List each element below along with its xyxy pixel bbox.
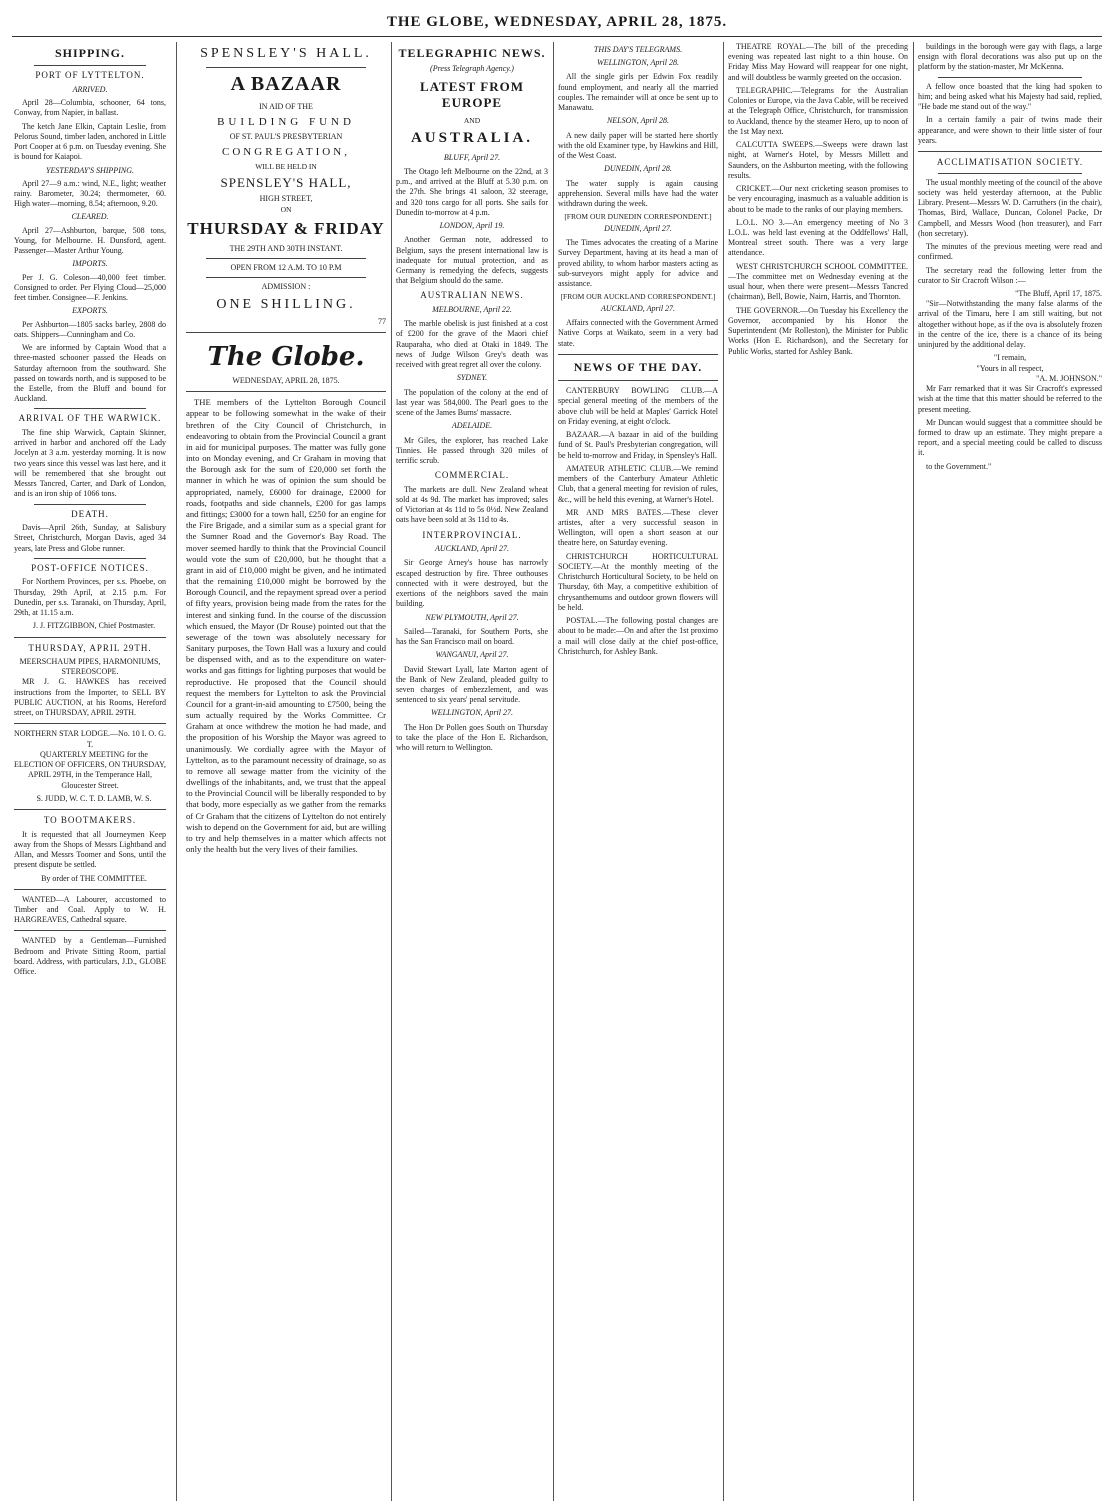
- lodge-sign: S. JUDD, W. C. T. D. LAMB, W. S.: [36, 793, 152, 803]
- warwick-text: The fine ship Warwick, Captain Skinner, arrived in harbor and anchored off the Lady Jocelyn at 3 a.m. yesterday morning. It is now two years since this vessel was last here, and it will be remembered that she brought out Messrs Tancred, Carter, and Dark of London, and is an iron ship of 1066 tons.: [14, 427, 166, 499]
- dateline-new-plymouth: NEW PLYMOUTH, April 27.: [425, 612, 519, 622]
- postmaster: J. J. FITZGIBBON, Chief Postmaster.: [32, 621, 156, 631]
- paper-title: The Globe.: [207, 341, 365, 372]
- latest-heading: LATEST FROM EUROPE: [419, 78, 525, 111]
- bazaar-heading: A BAZAAR: [230, 72, 342, 95]
- letter-sign-2: "Yours in all respect,: [976, 363, 1044, 373]
- athletic-text: AMATEUR ATHLETIC CLUB.—We remind members of the Canterbury Amateur Athletic Club, that a general meeting for revision of rules, &c., will be held this evening, at Warner's Hotel.: [558, 463, 718, 504]
- shipping-news: We are informed by Captain Wood that a three-masted schooner passed the Heads on Saturday afternoon from the southward. She passed on towards north, and is supposed to be the Estelle, from the Bluff and bound for Auckland.: [14, 343, 166, 404]
- imports-label: IMPORTS.: [72, 259, 108, 269]
- post-office-text: For Northern Provinces, per s.s. Phoebe, on Thursday, 29th April, at 2.15 p.m. For Dunedin, per s.s. Taranaki, on Thursday, April, 29th, at 11.15 a.m.: [14, 577, 166, 618]
- cleared-label: CLEARED.: [71, 212, 109, 222]
- lodge-title: NORTHERN STAR LODGE.—No. 10 I. O. G. T.: [14, 729, 166, 749]
- auction-items: MEERSCHAUM PIPES, HARMONIUMS, STEREOSCOPE.: [19, 657, 161, 677]
- wellington-today-text: All the single girls per Edwin Fox readily found employment, and nearly all the married couples. The remainder will at once be sent up to Manawatu.: [558, 72, 718, 113]
- nelson-text: A new daily paper will be started here shortly with the old Examiner type, by Hawkins and Hill, of the West Coast.: [558, 130, 718, 161]
- column-divider: [553, 42, 554, 1501]
- buildings-text: buildings in the borough were gay with flags, a large ensign with floral decorations was also put up on the platform by the station-master, Mr McKenna.: [918, 42, 1102, 72]
- telegraphic-notice: TELEGRAPHIC.—Telegrams for the Australian Colonies or Europe, via the Java Cable, will be received at the Telegraph Office, Christchurch, for transmission to Auckland, thence by the steamer Hero, up to noon of the 1st May next.: [728, 85, 908, 136]
- death-title: DEATH.: [71, 508, 109, 519]
- london-text: Another German note, addressed to Belgium, says the present international law is inadequate for mutual protection, and as Germany is remedying the defects, suggests that Belgium should do the same.: [396, 235, 548, 286]
- column-divider: [913, 42, 914, 1501]
- opening-hours: OPEN FROM 12 A.M. TO 10 P.M: [230, 263, 342, 273]
- yesterday-text: April 27—9 a.m.: wind, N.E., light; weather rainy. Barometer, 30.24; thermometer, 60. High water—morning, 8.54; afternoon, 9.20.: [14, 178, 166, 209]
- death-text: Davis—April 26th, Sunday, at Salisbury Street, Christchurch, Morgan Davis, aged 34 years, late Press and Globe runner.: [14, 523, 166, 553]
- dateline-bluff: BLUFF, April 27.: [443, 152, 501, 162]
- exports-label: EXPORTS.: [72, 306, 108, 316]
- commercial-text: The markets are dull. New Zealand wheat sold at 4s 9d. The market has improved; sales of Victorian at 4s 11d to 5s 0½d. New Zealand oats have been sold at 3s 11d to 4s.: [396, 484, 548, 525]
- king-anecdote: A fellow once boasted that the king had spoken to him; and being asked what his Majesty had said, replied, "He bade me stand out of the way.": [918, 81, 1102, 112]
- congregation: CONGREGATION,: [222, 146, 350, 159]
- editorial: THE members of the Lyttelton Borough Council appear to be following somewhat in the wake of their brethren of the City Council of Christchurch, in endeavoring to obtain from the Provincial Council a grant in aid for municipal purposes. The matter was fully gone into on Monday evening, and Cr Graham in moving that the Borough ask for the sum of £20,000 set forth the manner in which he was of opinion the sum should be appropriated, namely, £6000 for drainage, £2000 for roads, footpaths and side channels, £200 for gas lamps and fittings; £3000 for a town hall, £250 for an engine for the Fire Brigade, and a similar sum as a special grant for the Sumner Road and the Governor's Bay Road. The mover seemed hardly to think that the Provincial Council would vote the sum of £20,000, but he thought that a grant in aid of £10,000 might be given, and he intimated that the remaining £10,000 might be borrowed by the Borough Council, and the repayment spread over a period of fifty years, provision being made from the rates for the interest and sinking fund. In the course of the discussion which ensued, the Mayor (Dr Rouse) pointed out that the sewerage of the town was absolutely necessary for Sanitary purposes, the Town Hall was a luxury and could be dispensed with, and as to the expenditure on water-works and gas fittings for lighting purposes that would be reproductive. He proposed that the Council should request the members for Lyttelton to ask the Provincial Council for a grant-in-aid amounting to £7500, being the sum actually required by the Works Committee. Cr Graham at once withdrew the motion he had made, and the proposition of his Worship the Mayor was agreed to unanimously. We cordially agree with the Mayor of Lyttelton, as to the paramount necessity of drainage, so as to remove all sewage matter from the vicinity of the dwellings of the inhabitants, and, we trust that the appeal to the Provincial Council will be liberally responded to by that body, more especially as we gather from the remarks of Cr Graham that the citizens of Lyttelton do not entirely wish to depend on the Government for aid, but are willing to try and help themselves in a matter which affects not only the health but the very lives of their families.: [186, 397, 386, 855]
- on-label: ON: [280, 204, 292, 214]
- bootmakers-sign: By order of THE COMMITTEE.: [41, 873, 147, 883]
- dateline-adelaide: ADELAIDE.: [451, 421, 493, 431]
- bazaar-text: BAZAAR.—A bazaar in aid of the building fund of St. Paul's Presbyterian congregation, will be held to-morrow and Friday, in Spensley's Hall.: [558, 430, 718, 460]
- minutes-text: The minutes of the previous meeting were read and confirmed.: [918, 242, 1102, 262]
- dunedin-text: The water supply is again causing apprehension. Several mills have had the water withdrawn during the week.: [558, 178, 718, 209]
- new-plymouth-text: Sailed—Taranaki, for Southern Ports, she has the San Francisco mail on board.: [396, 626, 548, 647]
- dateline-wellington: WELLINGTON, April 27.: [431, 708, 513, 718]
- dateline-dunedin: DUNEDIN, April 28.: [604, 164, 672, 174]
- column-bazaar-editorial: [186, 42, 386, 1501]
- letter-date: "The Bluff, April 17, 1875.: [1015, 288, 1102, 298]
- hawkes-text: MR J. G. HAWKES has received instructions from the Importer, to SELL BY PUBLIC AUCTION, at his Rooms, Hereford street, on THURSDAY, APRIL 29TH.: [14, 677, 166, 718]
- dateline-nelson: NELSON, April 28.: [606, 116, 670, 126]
- in-aid: IN AID OF THE: [259, 101, 313, 111]
- column-divider: [176, 42, 177, 1501]
- melbourne-text: The marble obelisk is just finished at a cost of £200 for the grave of the Maori chief Rauparaha, who died at Otaki in 1849. The news of Judge Wilson Grey's death was received with great regret all over the colony.: [396, 319, 548, 370]
- dunedin-correspondent: [FROM OUR DUNEDIN CORRESPONDENT.]: [564, 212, 712, 222]
- auckland-text: Sir George Arney's house has narrowly escaped destruction by fire. Three outhouses connected with it were destroyed, but the exertions of the neighbors saved the main building.: [396, 558, 548, 609]
- wellington-text: The Hon Dr Pollen goes South on Thursday to take the place of the Hon E. Richardson, who will return to Wellington.: [396, 722, 548, 753]
- news-of-the-day-title: NEWS OF THE DAY.: [573, 359, 703, 374]
- arrived-label: ARRIVED.: [72, 84, 108, 94]
- dateline-melbourne: MELBOURNE, April 22.: [432, 304, 512, 314]
- dateline-wanganui: WANGANUI, April 27.: [435, 650, 509, 660]
- dunedin-2-text: The Times advocates the creating of a Marine Survey Department, having at its head a man of proved ability, to whom harbor masters acting as sub-surveyors might apply for advice and assistance.: [558, 238, 718, 289]
- dateline-sydney: SYDNEY.: [456, 373, 488, 383]
- column-divider: [391, 42, 392, 1501]
- wanted-bedroom: WANTED by a Gentleman—Furnished Bedroom and Private Sitting Room, partial board. Address, with particulars, J.D., GLOBE Office.: [14, 936, 166, 977]
- shipping-title: SHIPPING.: [54, 46, 125, 60]
- auckland-correspondent: [FROM OUR AUCKLAND CORRESPONDENT.]: [560, 292, 716, 302]
- letter-sign-1: "I remain,: [993, 353, 1027, 363]
- building-fund: BUILDING FUND: [217, 115, 355, 128]
- interprovincial-title: INTERPROVINCIAL.: [422, 529, 522, 540]
- ad-number: 77: [378, 316, 386, 326]
- yesterday-label: YESTERDAY'S SHIPPING.: [46, 165, 134, 175]
- adelaide-text: Mr Giles, the explorer, has reached Lake Tinnies. He passed through 320 miles of terrific scrub.: [396, 435, 548, 465]
- bazaar-days: THURSDAY & FRIDAY: [187, 219, 385, 239]
- wanted-labourer: WANTED—A Labourer, accustomed to Timber and Coal. Apply to W. H. HARGREAVES, Cathedral square.: [14, 894, 166, 925]
- acclimatisation-title: ACCLIMATISATION SOCIETY.: [936, 157, 1084, 168]
- lodge-text: QUARTERLY MEETING for the ELECTION OF OFFICERS, ON THURSDAY, APRIL 29TH, in the Temperance Hall, Gloucester Street.: [14, 749, 166, 790]
- column-shipping: [14, 42, 166, 1501]
- column-divider: [723, 42, 724, 1501]
- theatre-text: THEATRE ROYAL.—The bill of the preceding evening was repeated last night to a thin house. On Friday Miss May Howard will reappear for one night, and will doubtless be warmly greeted on the occasion.: [728, 42, 908, 82]
- imports-text: Per J. G. Coleson—40,000 feet timber. Consigned to order. Per Flying Cloud—25,000 feet timber. Consignee—F. Jenkins.: [14, 272, 166, 303]
- and-label: AND: [463, 115, 481, 125]
- acclimatisation-text: The usual monthly meeting of the council of the above society was held yesterday afternoon, at the Public Library. Present—Messrs W. D. Carruthers (in the chair), Thomas, Bird, Wallace, Duncan, Colonel Packe, Dr Campbell, and Messrs Wood (hon treasurer), and Farr (hon secretary).: [918, 177, 1102, 238]
- auction-date: THURSDAY, APRIL 29TH.: [28, 642, 152, 653]
- arrived-text: April 28—Columbia, schooner, 64 tons, Conway, from Napier, in ballast.: [14, 98, 166, 118]
- bootmakers-title: TO BOOTMAKERS.: [43, 815, 137, 826]
- warwick-title: ARRIVAL OF THE WARWICK.: [18, 413, 162, 424]
- church-name: OF ST. PAUL'S PRESBYTERIAN: [229, 131, 343, 141]
- bowling-text: CANTERBURY BOWLING CLUB.—A special general meeting of the members of the above club will be held at Maples' Garrick Hotel on Friday evening, at eight o'clock.: [558, 386, 718, 426]
- paper-date: WEDNESDAY, APRIL 28, 1875.: [232, 376, 340, 386]
- dateline-wellington-today: WELLINGTON, April 28.: [597, 58, 679, 68]
- dateline-auckland: AUCKLAND, April 27.: [434, 544, 510, 554]
- twins-anecdote: In a certain family a pair of twins made their appearance, and were shown to their little sister of four years.: [918, 115, 1102, 145]
- column-acclimatisation: [918, 42, 1102, 1501]
- australia-heading: AUSTRALIA.: [410, 130, 534, 147]
- wanganui-text: David Stewart Lyall, late Marton agent of the Bank of New Zealand, pleaded guilty to seven charges of embezzlement, and was sentenced to six years' penal servitude.: [396, 664, 548, 705]
- duncan-text: Mr Duncan would suggest that a committee should be formed to draw up an estimate. They might prepare a report, and a special meeting could be called to discuss it.: [918, 417, 1102, 458]
- agency: (Press Telegraph Agency.): [430, 64, 514, 74]
- auckland-2-text: Affairs connected with the Government Armed Native Corps at Waikato, seem in a very bad state.: [558, 318, 718, 348]
- cricket-text: CRICKET.—Our next cricketing season promises to be very encouraging, inasmuch as a valuable addition is about to be made to the ranks of our playing members.: [728, 184, 908, 214]
- masthead: THE GLOBE, WEDNESDAY, APRIL 28, 1875.: [386, 14, 728, 30]
- bootmakers-text: It is requested that all Journeymen Keep away from the Shops of Messrs Lightband and Allan, and Messrs Toomer and Sons, until the present dispute be settled.: [14, 829, 166, 870]
- west-christchurch-text: WEST CHRISTCHURCH SCHOOL COMMITTEE.—The committee met on Wednesday evening at the usual hour, when there were present—Messrs Tancred (chairman), Bell, Bowie, Nairn, Harris, and Thornton.: [728, 261, 908, 302]
- letter-intro: The secretary read the following letter from the curator to Sir Cracroft Wilson :—: [918, 265, 1102, 285]
- commercial-title: COMMERCIAL.: [434, 470, 510, 481]
- dateline-auckland-2: AUCKLAND, April 27.: [600, 303, 676, 313]
- horticultural-text: CHRISTCHURCH HORTICULTURAL SOCIETY.—At the monthly meeting of the Christchurch Horticultural Society, to be held on Thursday, 6th May, a competitive exhibition of chrysanthemums and outdoor grown flowers will be held.: [558, 551, 718, 612]
- admission-label: ADMISSION :: [261, 282, 311, 292]
- column-telegraphic: [396, 42, 548, 1501]
- letter-sign-3: "A. M. JOHNSON.": [1036, 373, 1102, 383]
- admission-price: ONE SHILLING.: [216, 296, 356, 312]
- telegraphic-title: TELEGRAPHIC NEWS.: [398, 46, 546, 60]
- street: HIGH STREET,: [259, 194, 313, 204]
- lol-text: L.O.L. NO 3.—An emergency meeting of No 3 L.O.L. was held last evening at the Oddfellows' Hall, Montreal street south. There was a very large attendance.: [728, 217, 908, 258]
- calcutta-text: CALCUTTA SWEEPS.—Sweeps were drawn last night, at Warner's Hotel, by Messrs Millett and Saunders, on the Ashburton meeting, with the following results.: [728, 140, 908, 180]
- bates-text: MR AND MRS BATES.—These clever artistes, after a very successful season in Wellington, will open a short season at our theatre here, on Saturday evening.: [558, 507, 718, 548]
- closing-text: to the Government.": [926, 461, 992, 471]
- todays-telegrams: THIS DAY'S TELEGRAMS.: [593, 45, 683, 54]
- postal-text: POSTAL.—The following postal changes are about to be made:—On and after the 1st proximo a mail will close daily at the chief post-office, Christchurch, for Ashley Bank.: [558, 616, 718, 656]
- cleared-text: April 27—Ashburton, barque, 508 tons, Young, for Melbourne. H. Dunsford, agent. Passenger—Master Arthur Young.: [14, 225, 166, 256]
- column-local-news: [728, 42, 908, 1501]
- governor-text: THE GOVERNOR.—On Tuesday his Excellency the Governor, accompanied by his Honor the Superintendent (Mr Rolleston), the Minister for Public Works (Hon E. Richardson), and the Secretary for Public Works, started for Ashley Bank.: [728, 305, 908, 356]
- sydney-text: The population of the colony at the end of last year was 584,000. The Pearl goes to the scene of the James Burns' massacre.: [396, 387, 548, 418]
- venue: SPENSLEY'S HALL,: [220, 174, 352, 190]
- australian-news-title: AUSTRALIAN NEWS.: [420, 290, 524, 301]
- bluff-text: The Otago left Melbourne on the 22nd, at 3 p.m., and arrived at the Bluff at 5.30 p.m. on the 27th. She brings 41 saloon, 32 steerage, and 320 tons cargo for all ports. She sails for Dunedin to-morrow at 4 p.m.: [396, 166, 548, 217]
- will-be-held: WILL BE HELD IN: [255, 162, 317, 172]
- farr-text: Mr Farr remarked that it was Sir Cracroft's expressed wish at the time that this matter should be referred to the present meeting.: [918, 384, 1102, 414]
- port-heading: PORT OF LYTTELTON.: [35, 70, 145, 81]
- hall-title: SPENSLEY'S HALL.: [200, 46, 372, 61]
- bazaar-dates: THE 29TH AND 30TH INSTANT.: [229, 243, 343, 253]
- column-news: [558, 42, 718, 1501]
- letter-body: "Sir—Notwithstanding the many false alarms of the arrival of the Timaru, here I am still waiting, but not altogether without hope, as if the ova is absolutely frozen in the centre of the ice, there is a chance of its being uninjured by the additional delay.: [918, 299, 1102, 350]
- ketch-text: The ketch Jane Elkin, Captain Leslie, from Pelorus Sound, timber laden, anchored in Little Port Cooper at 6 p.m. on Tuesday evening. She is bound for Kaiapoi.: [14, 121, 166, 162]
- exports-text: Per Ashburton—1805 sacks barley, 2808 do oats. Shippers—Cunningham and Co.: [14, 319, 166, 339]
- masthead-rule: [12, 36, 1102, 37]
- dateline-london: LONDON, April 19.: [439, 221, 505, 231]
- post-office-title: POST-OFFICE NOTICES.: [31, 562, 149, 573]
- dateline-dunedin-2: DUNEDIN, April 27.: [604, 223, 672, 233]
